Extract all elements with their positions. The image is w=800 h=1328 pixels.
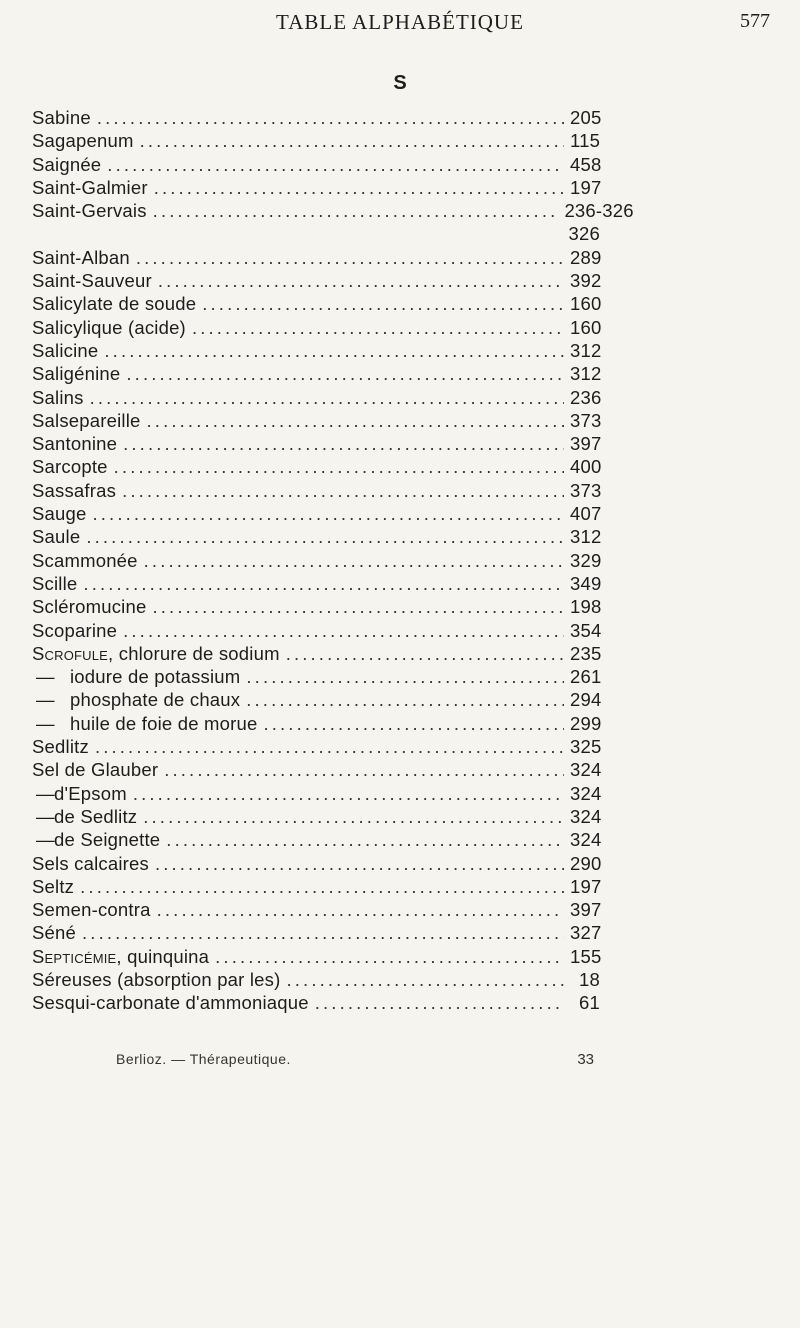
entry-term: Sagapenum: [32, 130, 134, 152]
entry-page: 294: [570, 689, 602, 711]
entry-term: Sedlitz: [32, 736, 89, 758]
index-entry: [32, 339, 600, 362]
entry-subterm: huile de foie de morue: [70, 712, 258, 734]
entry-subterm: phosphate de chaux: [70, 689, 241, 711]
leader-dots: [114, 455, 564, 478]
index-entry: [32, 968, 600, 991]
leader-dots: [155, 852, 564, 875]
index-entry: [32, 362, 600, 385]
entry-page: 324: [570, 829, 602, 851]
entry-page: 198: [570, 596, 602, 618]
index-entry-continuation: [32, 222, 600, 245]
index-subentry: [32, 712, 600, 735]
entry-subterm: de Seignette: [54, 829, 161, 851]
entry-page: 407: [570, 503, 602, 525]
leader-dots: [136, 246, 564, 269]
entry-page: 373: [570, 409, 602, 431]
repeat-dash: —: [36, 782, 55, 804]
leader-dots: [143, 805, 564, 828]
entry-term: [32, 782, 127, 805]
entry-term: [32, 665, 240, 688]
entry-subterm: chlorure de sodium: [113, 642, 280, 664]
entry-subterm: de Sedlitz: [54, 805, 138, 827]
entry-page: 312: [570, 363, 602, 385]
index-subentry: [32, 665, 600, 688]
entry-term: Salsepareille: [32, 409, 141, 431]
entry-page: 327: [570, 922, 602, 944]
entry-term: Séreuses (absorption par les): [32, 968, 281, 990]
leader-dots: [104, 339, 564, 362]
section-letter: S: [393, 72, 407, 94]
page-footer: [116, 1051, 596, 1075]
entry-term: Sabine: [32, 107, 91, 128]
leader-dots: [90, 386, 564, 409]
index-entries: [32, 106, 634, 1015]
leader-dots: [263, 712, 564, 735]
entry-page: 155: [570, 945, 602, 967]
entry-term: [32, 712, 257, 735]
entry-term: Sesqui-carbonate d'ammoniaque: [32, 992, 309, 1014]
index-entry: [32, 921, 600, 944]
entry-page: 324: [570, 759, 602, 781]
leader-dots: [123, 619, 564, 642]
entry-page: 61: [579, 992, 600, 1014]
entry-page: 329: [570, 549, 602, 571]
entry-page: 354: [570, 619, 602, 641]
leader-dots: [202, 292, 564, 315]
entry-term: Sels calcaires: [32, 852, 149, 874]
entry-term: Sel de Glauber: [32, 759, 159, 781]
repeat-dash: —: [36, 805, 55, 827]
entry-term: Scoparine: [32, 619, 118, 641]
running-title: TABLE ALPHABÉTIQUE: [276, 10, 524, 34]
entry-term: [32, 805, 137, 828]
index-entry: [32, 549, 600, 572]
index-entry: [32, 735, 600, 758]
leader-dots: [286, 968, 564, 991]
entry-term: Saint-Gervais: [32, 200, 147, 222]
index-subentry: [32, 688, 600, 711]
leader-dots: [166, 828, 564, 851]
entry-term: Scammonée: [32, 549, 138, 571]
index-entry: [32, 409, 600, 432]
entry-headword: Septicémie,: [32, 945, 122, 967]
index-entry: [32, 246, 600, 269]
entry-term: Saint-Alban: [32, 246, 130, 268]
leader-dots: [126, 362, 564, 385]
entry-page: 373: [570, 479, 602, 501]
entry-page: 18: [579, 968, 600, 990]
index-entry: [32, 106, 600, 129]
entry-page: 397: [570, 899, 602, 921]
entry-term: Semen-contra: [32, 899, 151, 921]
entry-page: 197: [570, 875, 602, 897]
entry-page: 325: [570, 736, 602, 758]
entry-term: Saligénine: [32, 363, 121, 385]
leader-dots: [86, 525, 564, 548]
entry-term: Scléromucine: [32, 596, 147, 618]
index-subentry: [32, 805, 600, 828]
entry-term: Scille: [32, 572, 78, 594]
entry-page: 458: [570, 153, 602, 175]
entry-page: 290: [570, 852, 602, 874]
repeat-dash: —: [36, 666, 55, 688]
index-entry: [32, 991, 600, 1014]
index-entry: [32, 502, 600, 525]
leader-dots: [122, 479, 564, 502]
entry-page: 160: [570, 293, 602, 315]
entry-page: 236: [570, 386, 602, 408]
entry-term: Seltz: [32, 875, 75, 897]
entry-page: 261: [570, 666, 602, 688]
leader-dots: [133, 782, 564, 805]
entry-page: 160: [570, 316, 602, 338]
index-entry: [32, 129, 600, 152]
index-subentry: [32, 782, 600, 805]
leader-dots: [154, 176, 564, 199]
leader-dots: [246, 688, 564, 711]
leader-dots: [80, 875, 564, 898]
entry-page: 397: [570, 433, 602, 455]
entry-term: Saint-Sauveur: [32, 270, 152, 292]
entry-page: 400: [570, 456, 602, 478]
index-entry: [32, 432, 600, 455]
entry-page: 312: [570, 339, 602, 361]
index-entry: [32, 619, 600, 642]
entry-term: Salicine: [32, 339, 99, 361]
leader-dots: [315, 991, 564, 1014]
entry-term: Saule: [32, 526, 81, 548]
leader-dots: [95, 735, 564, 758]
entry-term: [32, 688, 240, 711]
entry-subterm: d'Epsom: [54, 782, 127, 804]
entry-term: Sauge: [32, 503, 87, 525]
index-entry: [32, 945, 600, 968]
index-entry: [32, 316, 600, 339]
leader-dots: [97, 106, 564, 129]
leader-dots: [286, 642, 564, 665]
entry-page: 289: [570, 246, 602, 268]
entry-page: 299: [570, 712, 602, 734]
entry-page: 349: [570, 572, 602, 594]
entry-page: 115: [570, 130, 601, 152]
index-entry: [32, 269, 600, 292]
entry-term: [32, 642, 280, 665]
index-entry: [32, 386, 600, 409]
entry-page: 392: [570, 270, 602, 292]
leader-dots: [147, 409, 564, 432]
index-entry: [32, 199, 634, 222]
leader-dots: [107, 153, 564, 176]
index-entry: [32, 642, 600, 665]
index-entry: [32, 852, 600, 875]
entry-term: [32, 828, 160, 851]
entry-headword: Scrofule,: [32, 642, 114, 664]
leader-dots: [153, 199, 559, 222]
entry-page: 197: [570, 176, 602, 198]
repeat-dash: —: [36, 712, 55, 734]
repeat-dash: —: [36, 829, 55, 851]
leader-dots: [123, 432, 564, 455]
index-entry: [32, 153, 600, 176]
entry-page: 205: [570, 107, 602, 128]
entry-term: Sassafras: [32, 479, 117, 501]
leader-dots: [152, 595, 564, 618]
signature-number: 33: [577, 1051, 594, 1068]
entry-term: Saignée: [32, 153, 102, 175]
repeat-dash: —: [36, 689, 55, 711]
entry-page: 324: [570, 805, 602, 827]
entry-term: [32, 945, 209, 968]
leader-dots: [140, 129, 564, 152]
leader-dots: [158, 269, 564, 292]
entry-subterm: quinquina: [121, 945, 210, 967]
entry-term: Salins: [32, 386, 84, 408]
printer-signature: Berlioz. — Thérapeutique.: [116, 1051, 291, 1067]
page-number: 577: [740, 10, 770, 32]
leader-dots: [192, 316, 564, 339]
entry-term: Saint-Galmier: [32, 176, 148, 198]
entry-term: Séné: [32, 922, 77, 944]
entry-page: 326: [568, 223, 600, 245]
index-entry: [32, 758, 600, 781]
leader-dots: [83, 572, 564, 595]
index-entry: [32, 525, 600, 548]
leader-dots: [93, 502, 565, 525]
index-entry: [32, 176, 600, 199]
entry-term: Salicylate de soude: [32, 293, 197, 315]
entry-page: 312: [570, 526, 602, 548]
index-entry: [32, 572, 600, 595]
entry-page: 324: [570, 782, 602, 804]
entry-term: Santonine: [32, 433, 118, 455]
leader-dots: [246, 665, 564, 688]
index-entry: [32, 479, 600, 502]
leader-dots: [157, 898, 564, 921]
entry-term: Salicylique (acide): [32, 316, 186, 338]
entry-subterm: iodure de potassium: [70, 666, 241, 688]
page-header: [0, 2, 800, 42]
index-entry: [32, 875, 600, 898]
leader-dots: [164, 758, 564, 781]
index-entry: [32, 595, 600, 618]
leader-dots: [144, 549, 564, 572]
index-entry: [32, 292, 600, 315]
entry-term: Sarcopte: [32, 456, 108, 478]
entry-page: 236-326: [564, 200, 634, 222]
index-entry: [32, 898, 600, 921]
index-subentry: [32, 828, 600, 851]
index-entry: [32, 455, 600, 478]
entry-page: 235: [570, 642, 602, 664]
leader-dots: [82, 921, 564, 944]
leader-dots: [215, 945, 564, 968]
